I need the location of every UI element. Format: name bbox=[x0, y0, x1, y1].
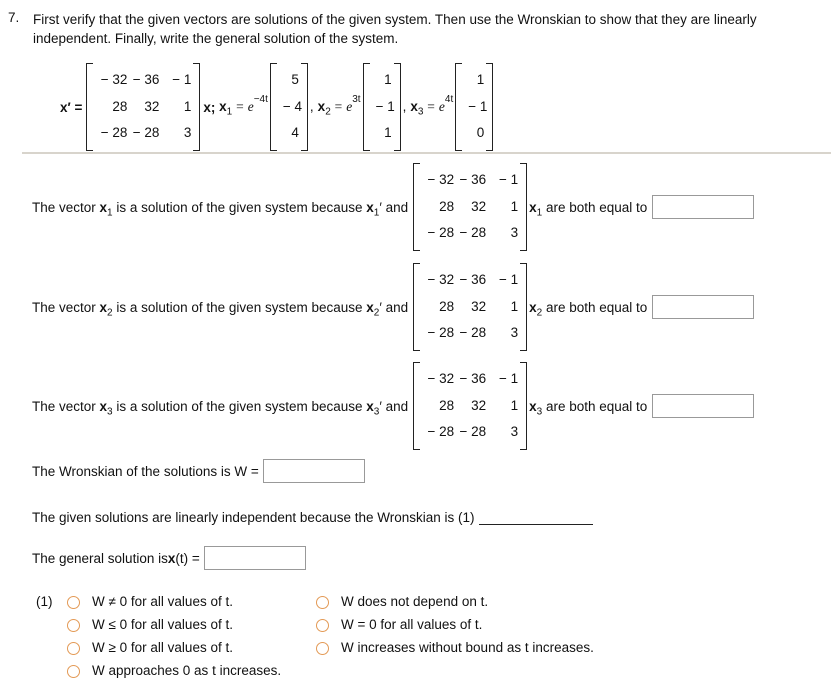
matrix-cell: − 1 bbox=[498, 371, 519, 386]
option-label-5[interactable]: W does not depend on t. bbox=[341, 594, 489, 609]
matrix-cell: 3 bbox=[510, 325, 519, 341]
matrix-cell: 1 bbox=[476, 72, 485, 87]
comma: , bbox=[402, 99, 407, 115]
coefficient-matrix-3 bbox=[413, 362, 527, 450]
matrix-cell: − 28 bbox=[427, 424, 455, 440]
text: is a solution of the given system because bbox=[112, 299, 367, 315]
verify-row-3 bbox=[32, 362, 754, 450]
verify-row-1 bbox=[32, 163, 754, 251]
option-label-7[interactable]: W increases without bound as t increases. bbox=[341, 640, 594, 655]
vector-matrix-2 bbox=[363, 63, 401, 151]
wronskian-row bbox=[32, 459, 365, 483]
exponent: −4t bbox=[253, 94, 268, 106]
matrix-cell: − 36 bbox=[459, 272, 487, 287]
after-matrix-text: x; bbox=[203, 99, 220, 115]
vec: x bbox=[529, 299, 537, 315]
text: are both equal to bbox=[542, 398, 648, 414]
matrix-cell: 32 bbox=[471, 198, 487, 214]
sub: 3 bbox=[373, 406, 380, 418]
exp-prefix: = e bbox=[426, 99, 445, 115]
sub: 1 bbox=[107, 207, 113, 219]
independence-blank[interactable] bbox=[479, 510, 593, 525]
text: is a solution of the given system because bbox=[112, 398, 367, 414]
matrix-cell: 1 bbox=[183, 98, 192, 114]
vec: x bbox=[529, 398, 537, 414]
radio-option-5[interactable] bbox=[316, 596, 329, 609]
matrix-cell: − 1 bbox=[375, 98, 395, 114]
option-label-6[interactable]: W = 0 for all values of t. bbox=[341, 617, 483, 632]
vec: x bbox=[99, 398, 108, 414]
separator bbox=[22, 152, 831, 154]
verify-text-1 bbox=[32, 199, 413, 219]
matrix-cell: 0 bbox=[476, 125, 485, 141]
lhs: x′ = bbox=[60, 99, 83, 115]
independence-label: The given solutions are linearly independent because the Wronskian is (1) bbox=[32, 510, 475, 525]
text: The vector bbox=[32, 398, 100, 414]
wronskian-input[interactable] bbox=[263, 459, 365, 483]
sub: 3 bbox=[536, 406, 543, 418]
matrix-cell: 3 bbox=[183, 125, 192, 141]
coefficient-matrix bbox=[86, 63, 200, 151]
text: ′ and bbox=[379, 199, 409, 215]
text: The vector bbox=[32, 299, 100, 315]
matrix-cell: − 32 bbox=[100, 72, 128, 87]
vec: x bbox=[99, 299, 108, 315]
matrix-cell: − 32 bbox=[427, 272, 455, 287]
matrix-cell: 28 bbox=[112, 98, 128, 114]
vector-matrix-3 bbox=[455, 63, 493, 151]
text: is a solution of the given system because bbox=[112, 199, 367, 215]
matrix-cell: − 36 bbox=[132, 72, 160, 87]
text: are both equal to bbox=[542, 199, 648, 215]
verify-input-1[interactable] bbox=[652, 195, 754, 219]
text: The vector bbox=[32, 199, 100, 215]
vector-name: x bbox=[219, 99, 227, 115]
vec: x bbox=[366, 199, 374, 215]
matrix-cell: 1 bbox=[510, 397, 519, 413]
matrix-cell: − 1 bbox=[468, 98, 488, 114]
exp-prefix: = e bbox=[333, 99, 353, 115]
vec: x bbox=[99, 199, 108, 215]
radio-option-6[interactable] bbox=[316, 619, 329, 632]
general-row bbox=[32, 546, 306, 570]
matrix-cell: 28 bbox=[439, 397, 455, 413]
matrix-cell: 28 bbox=[439, 198, 455, 214]
verify-text-3 bbox=[32, 398, 413, 418]
general-label-post: (t) = bbox=[175, 550, 200, 566]
sub: 2 bbox=[536, 307, 543, 319]
general-label-pre: The general solution is bbox=[32, 550, 168, 566]
exp-prefix: = e bbox=[235, 99, 254, 115]
matrix-cell: − 28 bbox=[100, 125, 128, 141]
sub: 3 bbox=[107, 406, 113, 418]
matrix-cell: − 28 bbox=[459, 424, 487, 440]
vector-matrix-1 bbox=[270, 63, 308, 151]
matrix-cell: 5 bbox=[291, 72, 299, 87]
vector-name: x bbox=[410, 99, 418, 115]
text: ′ and bbox=[379, 299, 409, 315]
coefficient-matrix-2 bbox=[413, 263, 527, 351]
vector-name: x bbox=[317, 99, 326, 115]
independence-row bbox=[32, 510, 593, 525]
matrix-cell: − 1 bbox=[172, 72, 192, 87]
matrix-cell: 3 bbox=[510, 424, 519, 440]
vector-subscript: 1 bbox=[226, 106, 233, 118]
exponent: 4t bbox=[444, 94, 454, 106]
option-label-3[interactable]: W ≥ 0 for all values of t. bbox=[92, 640, 233, 655]
coefficient-matrix-1 bbox=[413, 163, 527, 251]
radio-option-2[interactable] bbox=[67, 619, 80, 632]
matrix-cell: 32 bbox=[471, 397, 487, 413]
system-equation bbox=[60, 63, 493, 151]
verify-post-3 bbox=[527, 398, 652, 418]
question-text: First verify that the given vectors are solutions of the given system. Then use the Wronskian to show that they are linearly independent. Finally, write the general solution of the system. bbox=[33, 12, 757, 46]
options-group-label: (1) bbox=[36, 594, 53, 609]
exponent: 3t bbox=[352, 94, 361, 106]
option-label-4[interactable]: W approaches 0 as t increases. bbox=[92, 663, 282, 678]
vector-label-3 bbox=[401, 94, 456, 118]
matrix-cell: − 28 bbox=[459, 325, 487, 341]
matrix-cell: 1 bbox=[510, 298, 519, 314]
radio-option-1[interactable] bbox=[67, 596, 80, 609]
matrix-cell: 1 bbox=[384, 72, 392, 87]
matrix-cell: − 32 bbox=[427, 172, 455, 187]
verify-row-2 bbox=[32, 263, 754, 351]
verify-input-2[interactable] bbox=[652, 295, 754, 319]
matrix-cell: − 32 bbox=[427, 371, 455, 386]
matrix-cell: 1 bbox=[384, 125, 392, 141]
matrix-cell: − 4 bbox=[282, 98, 303, 114]
question-number: 7. bbox=[8, 10, 20, 25]
matrix-cell: 32 bbox=[144, 98, 160, 114]
radio-option-4[interactable] bbox=[67, 665, 80, 678]
radio-option-3[interactable] bbox=[67, 642, 80, 655]
matrix-cell: 3 bbox=[510, 225, 519, 241]
option-label-2[interactable]: W ≤ 0 for all values of t. bbox=[92, 617, 233, 632]
verify-post-1 bbox=[527, 199, 652, 219]
general-solution-input[interactable] bbox=[204, 546, 306, 570]
vector-subscript: 2 bbox=[325, 106, 331, 118]
matrix-cell: 28 bbox=[439, 298, 455, 314]
matrix-cell: − 28 bbox=[427, 225, 455, 241]
sub: 2 bbox=[107, 307, 113, 319]
verify-input-3[interactable] bbox=[652, 394, 754, 418]
matrix-cell: − 28 bbox=[459, 225, 487, 241]
radio-option-7[interactable] bbox=[316, 642, 329, 655]
vector-subscript: 3 bbox=[417, 106, 424, 118]
matrix-cell: − 28 bbox=[427, 325, 455, 341]
verify-post-2 bbox=[527, 299, 652, 319]
general-label-vec: x bbox=[167, 550, 176, 566]
matrix-cell: 1 bbox=[510, 198, 519, 214]
matrix-cell: 4 bbox=[291, 125, 299, 141]
comma: , bbox=[309, 99, 314, 115]
vec: x bbox=[366, 398, 374, 414]
sub: 1 bbox=[373, 207, 380, 219]
vector-label-2 bbox=[308, 94, 363, 118]
matrix-cell: − 1 bbox=[498, 272, 519, 287]
matrix-cell: − 1 bbox=[498, 172, 519, 187]
vec: x bbox=[529, 199, 537, 215]
matrix-cell: − 36 bbox=[459, 172, 487, 187]
text: ′ and bbox=[379, 398, 409, 414]
matrix-cell: − 36 bbox=[459, 371, 487, 386]
vector-label-1 bbox=[219, 94, 270, 118]
option-label-1[interactable]: W ≠ 0 for all values of t. bbox=[92, 594, 233, 609]
text: are both equal to bbox=[542, 299, 648, 315]
matrix-cell: − 28 bbox=[132, 125, 160, 141]
vec: x bbox=[366, 299, 374, 315]
matrix-cell: 32 bbox=[471, 298, 487, 314]
sub: 2 bbox=[373, 307, 380, 319]
wronskian-label: The Wronskian of the solutions is W = bbox=[32, 463, 259, 479]
sub: 1 bbox=[536, 207, 543, 219]
verify-text-2 bbox=[32, 299, 413, 319]
